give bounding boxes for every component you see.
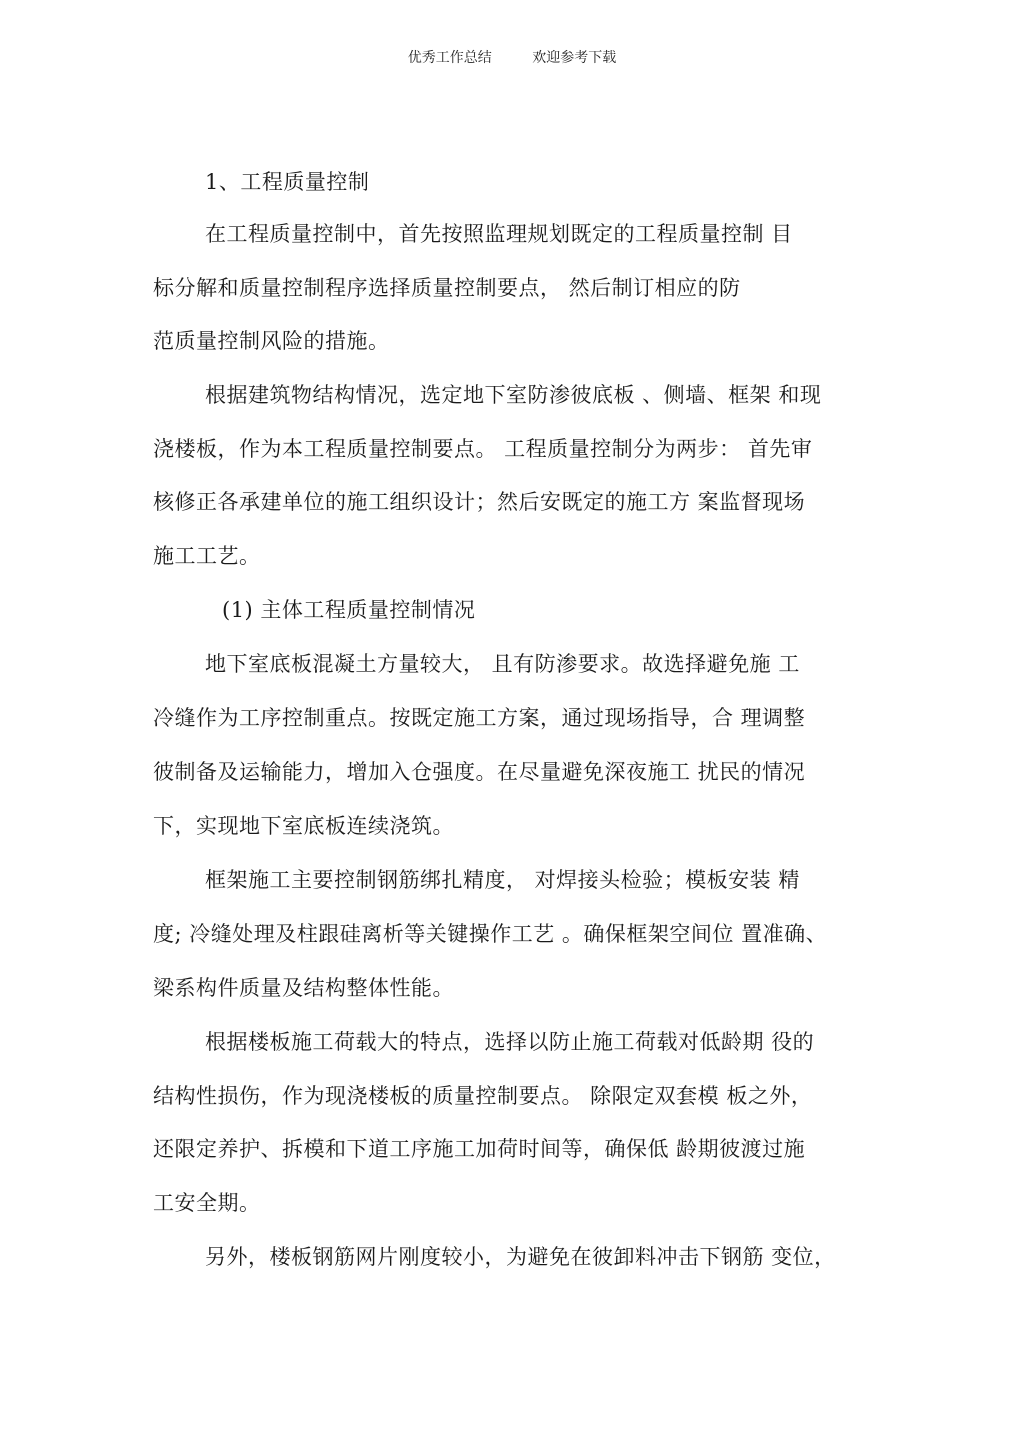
paragraph-line: 范质量控制风险的措施。	[153, 329, 390, 353]
paragraph-line: 还限定养护、拆模和下道工序施工加荷时间等，确保低 龄期彼渡过施	[153, 1137, 806, 1161]
paragraph-line: 彼制备及运输能力，增加入仓强度。在尽量避免深夜施工 扰民的情况	[153, 760, 806, 784]
paragraph-line: 地下室底板混凝土方量较大， 且有防渗要求。故选择避免施 工	[205, 652, 800, 676]
paragraph-line: 结构性损伤，作为现浇楼板的质量控制要点。 除限定双套模 板之外，	[153, 1084, 813, 1108]
subsection-heading: (1) 主体工程质量控制情况	[222, 598, 476, 622]
paragraph-line: 冷缝作为工序控制重点。按既定施工方案，通过现场指导，合 理调整	[153, 706, 806, 730]
paragraph-line: 框架施工主要控制钢筋绑扎精度， 对焊接头检验；模板安装 精	[205, 868, 800, 892]
paragraph-line: 根据建筑物结构情况，选定地下室防渗彼底板 、侧墙、框架 和现	[205, 383, 822, 407]
paragraph-line: 工安全期。	[153, 1191, 261, 1215]
section-heading: 1、工程质量控制	[205, 170, 370, 194]
paragraph-line: 另外，楼板钢筋网片刚度较小，为避免在彼卸料冲击下钢筋 变位，	[205, 1245, 836, 1269]
paragraph-line: 标分解和质量控制程序选择质量控制要点， 然后制订相应的防	[153, 276, 741, 300]
paragraph-line: 浇楼板，作为本工程质量控制要点。 工程质量控制分为两步： 首先审	[153, 437, 813, 461]
paragraph-line: 梁系构件质量及结构整体性能。	[153, 976, 454, 1000]
paragraph-line: 根据楼板施工荷载大的特点，选择以防止施工荷载对低龄期 役的	[205, 1030, 815, 1054]
header-left-text: 优秀工作总结	[407, 50, 492, 66]
paragraph-line: 下，实现地下室底板连续浇筑。	[153, 814, 454, 838]
paragraph-line: 在工程质量控制中，首先按照监理规划既定的工程质量控制 目	[205, 222, 793, 246]
paragraph-line: 施工工艺。	[153, 544, 261, 568]
paragraph-line: 度; 冷缝处理及柱跟硅离析等关键操作工艺 。确保框架空间位 置准确、	[153, 922, 828, 946]
header-right-text: 欢迎参考下载	[532, 50, 617, 66]
page-header	[0, 47, 1024, 67]
paragraph-line: 核修正各承建单位的施工组织设计；然后安既定的施工方 案监督现场	[153, 490, 806, 514]
